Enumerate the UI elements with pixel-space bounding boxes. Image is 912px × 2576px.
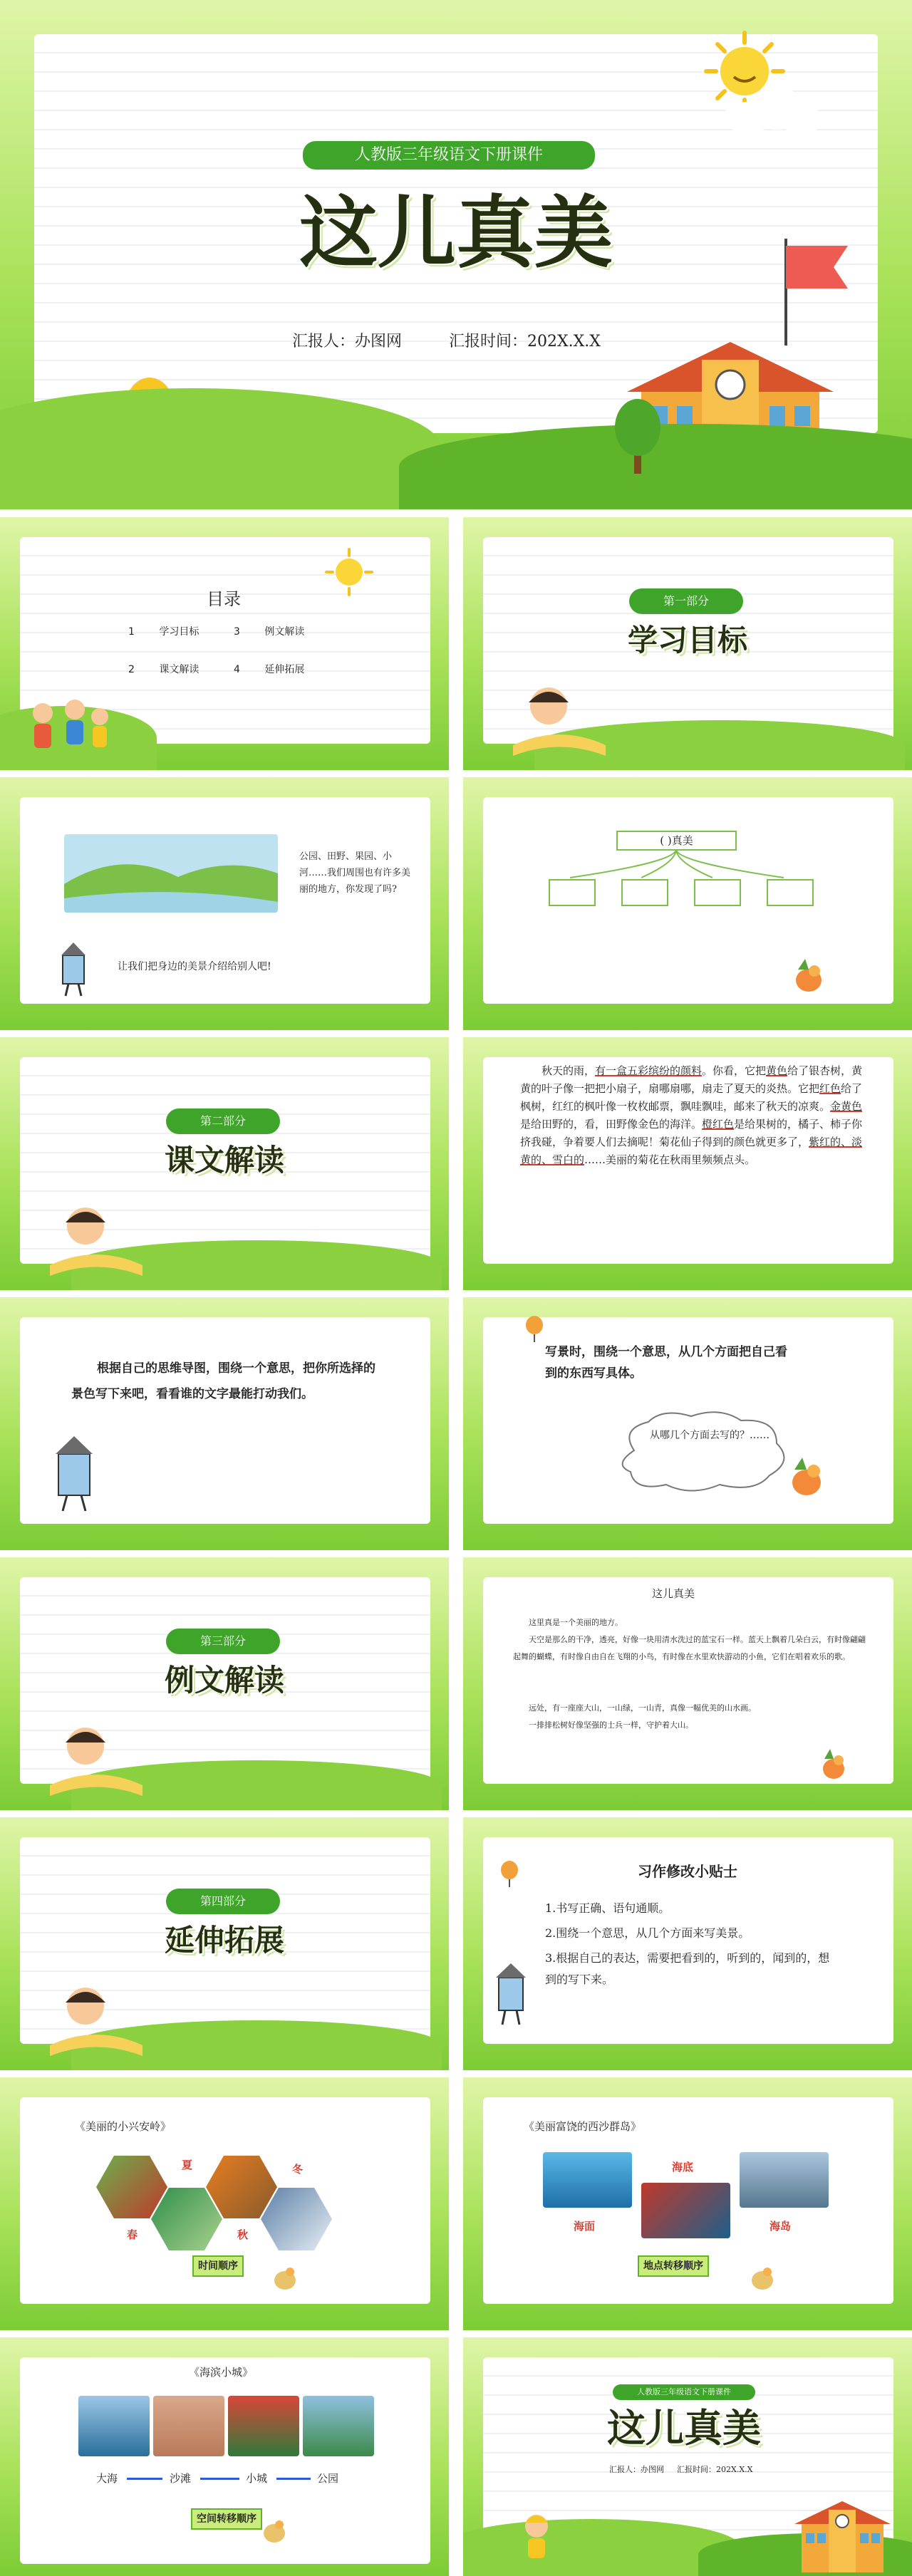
sea-photo	[78, 2396, 150, 2456]
xisha-title: 《美丽富饶的西沙群岛》	[524, 2120, 642, 2133]
section4-slide	[0, 1817, 449, 2070]
sun-icon	[324, 547, 374, 597]
arrow-right-icon	[127, 2478, 162, 2480]
mindmap-branch-node[interactable]	[549, 879, 596, 906]
writing-bubble-text: 从哪几个方面去写的？……	[650, 1430, 770, 1441]
tips-item-2: 2.围绕一个意思，从几个方面来写美景。	[545, 1926, 750, 1940]
toc-slide	[0, 517, 449, 770]
xingan-slide	[0, 2077, 449, 2330]
coast-title: 《海滨小城》	[189, 2366, 254, 2379]
season-label-summer: 夏	[182, 2159, 193, 2171]
coast-card	[20, 2357, 430, 2564]
section3-slide	[0, 1557, 449, 1810]
underlined-phrase: 橙红色	[702, 1118, 735, 1131]
example-slide	[463, 1557, 912, 1810]
mindmap-branch-node[interactable]	[694, 879, 741, 906]
text-segment: ……美丽的菊花在秋雨里频频点头。	[584, 1153, 756, 1166]
example-line-1: 这里真是一个美丽的地方。	[529, 1618, 623, 1627]
section4-tag: 第四部分	[166, 1889, 280, 1914]
school-building-icon	[794, 2494, 891, 2572]
ending-time: 汇报时间：202X.X.X	[677, 2465, 753, 2474]
thought-bubble	[606, 1408, 798, 1493]
place-label-seabed: 海底	[672, 2161, 694, 2174]
cover-subtitle-pill: 人教版三年级语文下册课件	[303, 141, 595, 170]
toc-item-number: 4	[234, 664, 240, 675]
kiwi-bird-icon	[267, 2259, 303, 2295]
cloud-icon	[720, 85, 826, 135]
town-photo	[228, 2396, 299, 2456]
cover-reporter: 汇报人：办图网	[292, 333, 403, 350]
book-character-icon	[492, 1963, 531, 2027]
toc-title: 目录	[207, 589, 241, 609]
underlined-phrase: 紫红的、淡黄的、雪白的	[520, 1136, 863, 1166]
kiwi-bird-icon	[787, 955, 830, 998]
section1-slide	[463, 517, 912, 770]
intro-text: 公园、田野、果园、小河……我们周围也有许多美丽的地方，你发现了吗?	[299, 851, 411, 895]
coast-step-2: 沙滩	[170, 2472, 192, 2485]
example-line-4: 一排排松树好像坚强的士兵一样，守护着大山。	[529, 1720, 693, 1730]
place-label-sea-surface: 海面	[574, 2220, 596, 2233]
reading-slide	[463, 1037, 912, 1290]
book-character-icon	[50, 1436, 100, 1515]
running-kid-illustration	[509, 2508, 566, 2572]
ending-slide	[463, 2337, 912, 2576]
text-segment: 给了枫树，红红的枫叶像一枚枚邮票，飘哇飘哇，邮来了秋天的凉爽。	[520, 1082, 863, 1113]
arrow-right-icon	[276, 2478, 311, 2480]
mindmap-branch-node[interactable]	[621, 879, 668, 906]
text-segment: 秋天的雨，	[542, 1064, 596, 1077]
coast-step-3: 小城	[246, 2472, 268, 2485]
xingan-title: 《美丽的小兴安岭》	[75, 2120, 172, 2133]
mindmap-branch-node[interactable]	[767, 879, 814, 906]
toc-item-label: 学习目标	[159, 626, 200, 638]
cover-slide	[0, 0, 912, 509]
section1-title: 学习目标	[627, 623, 747, 658]
toc-item-label: 例文解读	[264, 626, 305, 638]
xingan-order-label: 时间顺序	[192, 2255, 244, 2277]
coast-step-4: 公园	[317, 2472, 339, 2485]
reading-kid-illustration	[43, 1721, 150, 1799]
toc-item-3[interactable]	[234, 624, 304, 638]
tips-title: 习作修改小贴士	[638, 1863, 737, 1880]
section3-tag: 第三部分	[166, 1629, 280, 1654]
writing-slide	[463, 1297, 912, 1550]
coast-slide	[0, 2337, 449, 2576]
kiwi-bird-icon	[745, 2259, 780, 2295]
coast-step-1: 大海	[96, 2472, 118, 2485]
reading-kid-illustration	[506, 681, 613, 759]
mindmap-slide	[463, 777, 912, 1030]
kiwi-bird-icon	[256, 2512, 292, 2548]
xisha-order-label: 地点转移顺序	[638, 2255, 709, 2277]
text-segment: 给了银杏树，黄黄的叶子像一把把小扇子，扇哪扇哪，扇走了夏天的炎热。它把	[520, 1064, 863, 1095]
underlined-phrase: 黄色	[766, 1064, 788, 1077]
mindmap-center-node[interactable]: ( )真美	[616, 831, 737, 851]
tips-item-1: 1.书写正确、语句通顺。	[545, 1901, 670, 1915]
coast-order-label: 空间转移顺序	[191, 2508, 262, 2530]
arrow-right-icon	[200, 2478, 239, 2480]
balloon-icon	[499, 1860, 520, 1889]
reading-kid-illustration	[43, 1981, 150, 2060]
ending-subtitle-pill: 人教版三年级语文下册课件	[613, 2384, 755, 2400]
toc-item-label: 延伸拓展	[264, 664, 305, 675]
underlined-phrase: 有一盒五彩缤纷的颜料	[595, 1064, 703, 1077]
park-photo	[303, 2396, 374, 2456]
seabed-photo	[641, 2183, 730, 2238]
underlined-phrase: 金黄色	[830, 1100, 863, 1113]
text-segment: 。你看，它把	[702, 1064, 767, 1077]
task-slide	[0, 1297, 449, 1550]
text-segment: 是给田野的，看，田野像金色的海洋。	[520, 1118, 703, 1131]
sea-surface-photo	[543, 2152, 632, 2208]
book-character-icon	[56, 942, 91, 999]
section2-title: 课文解读	[164, 1143, 284, 1178]
cover-title: 这儿真美	[299, 187, 613, 279]
season-label-winter: 冬	[292, 2163, 304, 2176]
toc-item-number: 1	[128, 626, 135, 638]
section4-title: 延伸拓展	[164, 1923, 284, 1958]
example-line-2: 天空是那么的干净，透亮，好像一块用清水洗过的蓝宝石一样。蓝天上飘着几朵白云，有时像翩翩起舞的蝴蝶，有时像自由自在飞翔的小鸟，有时像在水里欢快游动的小鱼，它们在唱着欢乐的歌。	[513, 1635, 866, 1661]
island-photo	[740, 2152, 829, 2208]
toc-item-2[interactable]	[128, 662, 199, 676]
section1-tag: 第一部分	[629, 588, 743, 614]
mindmap-card	[483, 797, 893, 1004]
task-text: 根据自己的思维导图，围绕一个意思，把你所选择的景色写下来吧，看看谁的文字最能打动我们。	[71, 1361, 375, 1401]
section3-title: 例文解读	[164, 1663, 284, 1698]
beach-photo	[153, 2396, 224, 2456]
section2-slide	[0, 1037, 449, 1290]
underlined-phrase: 红色	[819, 1082, 841, 1095]
toc-item-4[interactable]	[234, 662, 304, 676]
intro-prompt: 让我们把身边的美景介绍给别人吧!	[118, 961, 271, 972]
tree-icon	[613, 395, 663, 474]
tips-item-3: 3.根据自己的表达，需要把看到的，听到的，闻到的，想到的写下来。	[545, 1951, 830, 1986]
tips-slide	[463, 1817, 912, 2070]
ending-title: 这儿真美	[607, 2406, 761, 2451]
landscape-photo	[64, 834, 278, 913]
ending-reporter: 汇报人：办图网	[609, 2465, 664, 2474]
toc-item-1[interactable]	[128, 624, 199, 638]
season-label-autumn: 秋	[237, 2228, 249, 2241]
example-line-3: 远处，有一座座大山，一山绿，一山青，真像一幅优美的山水画。	[529, 1703, 756, 1713]
toc-item-number: 2	[128, 664, 135, 675]
toc-item-number: 3	[234, 626, 240, 638]
text-segment: 是给果树的，橘子、柿子你挤我碰，争着要人们去摘呢！菊花仙子得到的颜色就更多了，	[520, 1118, 863, 1148]
cover-time: 汇报时间：202X.X.X	[449, 333, 601, 350]
kiwi-bird-icon	[784, 1454, 830, 1504]
section2-tag: 第二部分	[166, 1108, 280, 1134]
place-label-island: 海岛	[770, 2220, 792, 2233]
reading-paragraph	[520, 1062, 869, 1169]
kiwi-bird-icon	[816, 1746, 851, 1785]
balloon-icon	[524, 1315, 545, 1344]
toc-item-label: 课文解读	[159, 664, 200, 675]
season-label-spring: 春	[127, 2228, 138, 2241]
children-illustration	[21, 695, 114, 759]
writing-text: 写景时，围绕一个意思，从几个方面把自己看到的东西写具体。	[545, 1345, 787, 1381]
intro-slide	[0, 777, 449, 1030]
xisha-slide	[463, 2077, 912, 2330]
reading-kid-illustration	[43, 1201, 150, 1279]
example-title: 这儿真美	[652, 1587, 695, 1600]
